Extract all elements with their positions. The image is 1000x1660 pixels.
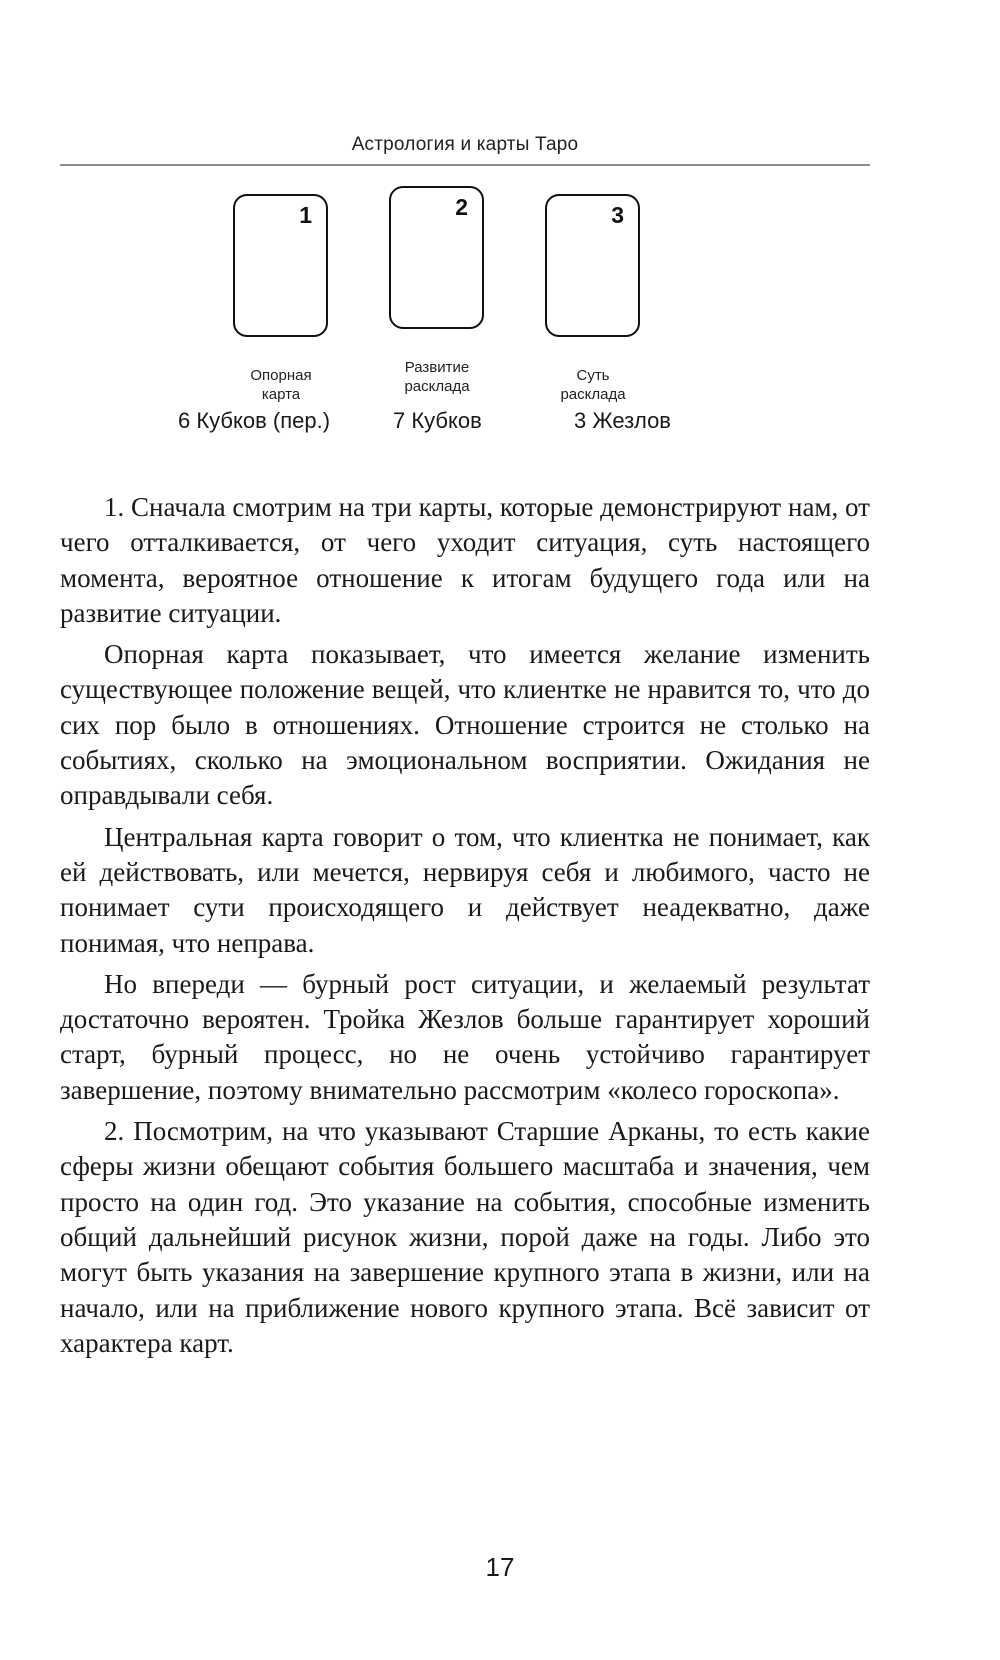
tarot-card-2 (389, 186, 484, 329)
card-number: 3 (611, 202, 624, 228)
card-caption-line: Опорная (250, 367, 312, 384)
paragraph: Но впереди — бурный рост ситуации, и желаемый результат достаточно вероятен. Тройка Жезлов больше гарантирует хороший старт, бурный процесс, но не очень устойчиво гарантирует завершение, поэтому внимательно рассмотрим «колесо гороскопа». (60, 968, 870, 1105)
card-caption-line: карта (261, 386, 301, 403)
card-caption-line: Развитие (404, 359, 470, 376)
page-number: 17 (485, 1552, 515, 1582)
card-caption-2 (372, 358, 502, 396)
card-number: 1 (299, 202, 312, 228)
header-rule (60, 164, 870, 166)
running-head: Астрология и карты Таро (351, 134, 579, 155)
card-value-2: 7 Кубков (393, 408, 482, 433)
paragraph: Центральная карта говорит о том, что клиентка не понимает, как ей действовать, или мечется, нервируя себя и любимого, часто не понимает сути происходящего и действует неадекватно, даже понимая, что неправа. (60, 821, 870, 958)
card-caption-line: расклада (404, 378, 470, 395)
paragraph: 2. Посмотрим, на что указывают Старшие Арканы, то есть какие сферы жизни обещают события большего масштаба и значения, чем просто на один год. Это указание на события, способные изменить общий дальнейший рисунок жизни, порой даже на годы. Либо это могут быть указания на завершение крупного этапа в жизни, или на начало, или на приближение нового крупного этапа. Всё зависит от характера карт. (60, 1116, 870, 1358)
paragraph: Опорная карта показывает, что имеется желание изменить существующее положение вещей, что клиентке не нравится то, что до сих пор было в отношениях. Отношение строится не столько на событиях, сколько на эмоциональном восприятии. Ожидания не оправдывали себя. (60, 639, 870, 811)
card-number: 2 (455, 194, 468, 220)
card-caption-1 (216, 366, 346, 404)
paragraph: 1. Сначала смотрим на три карты, которые демонстрируют нам, от чего отталкивается, от чего уходит ситуация, суть настоящего момента, вероятное отношение к итогам будущего года или на развитие ситуации. (60, 492, 870, 628)
card-caption-3 (528, 366, 658, 404)
body-text (60, 490, 870, 1367)
tarot-card-3 (545, 194, 640, 337)
card-value-1: 6 Кубков (пер.) (178, 408, 331, 433)
card-caption-line: расклада (560, 386, 626, 403)
tarot-card-1 (233, 194, 328, 337)
card-value-3: 3 Жезлов (574, 408, 671, 433)
card-caption-line: Суть (576, 367, 610, 384)
